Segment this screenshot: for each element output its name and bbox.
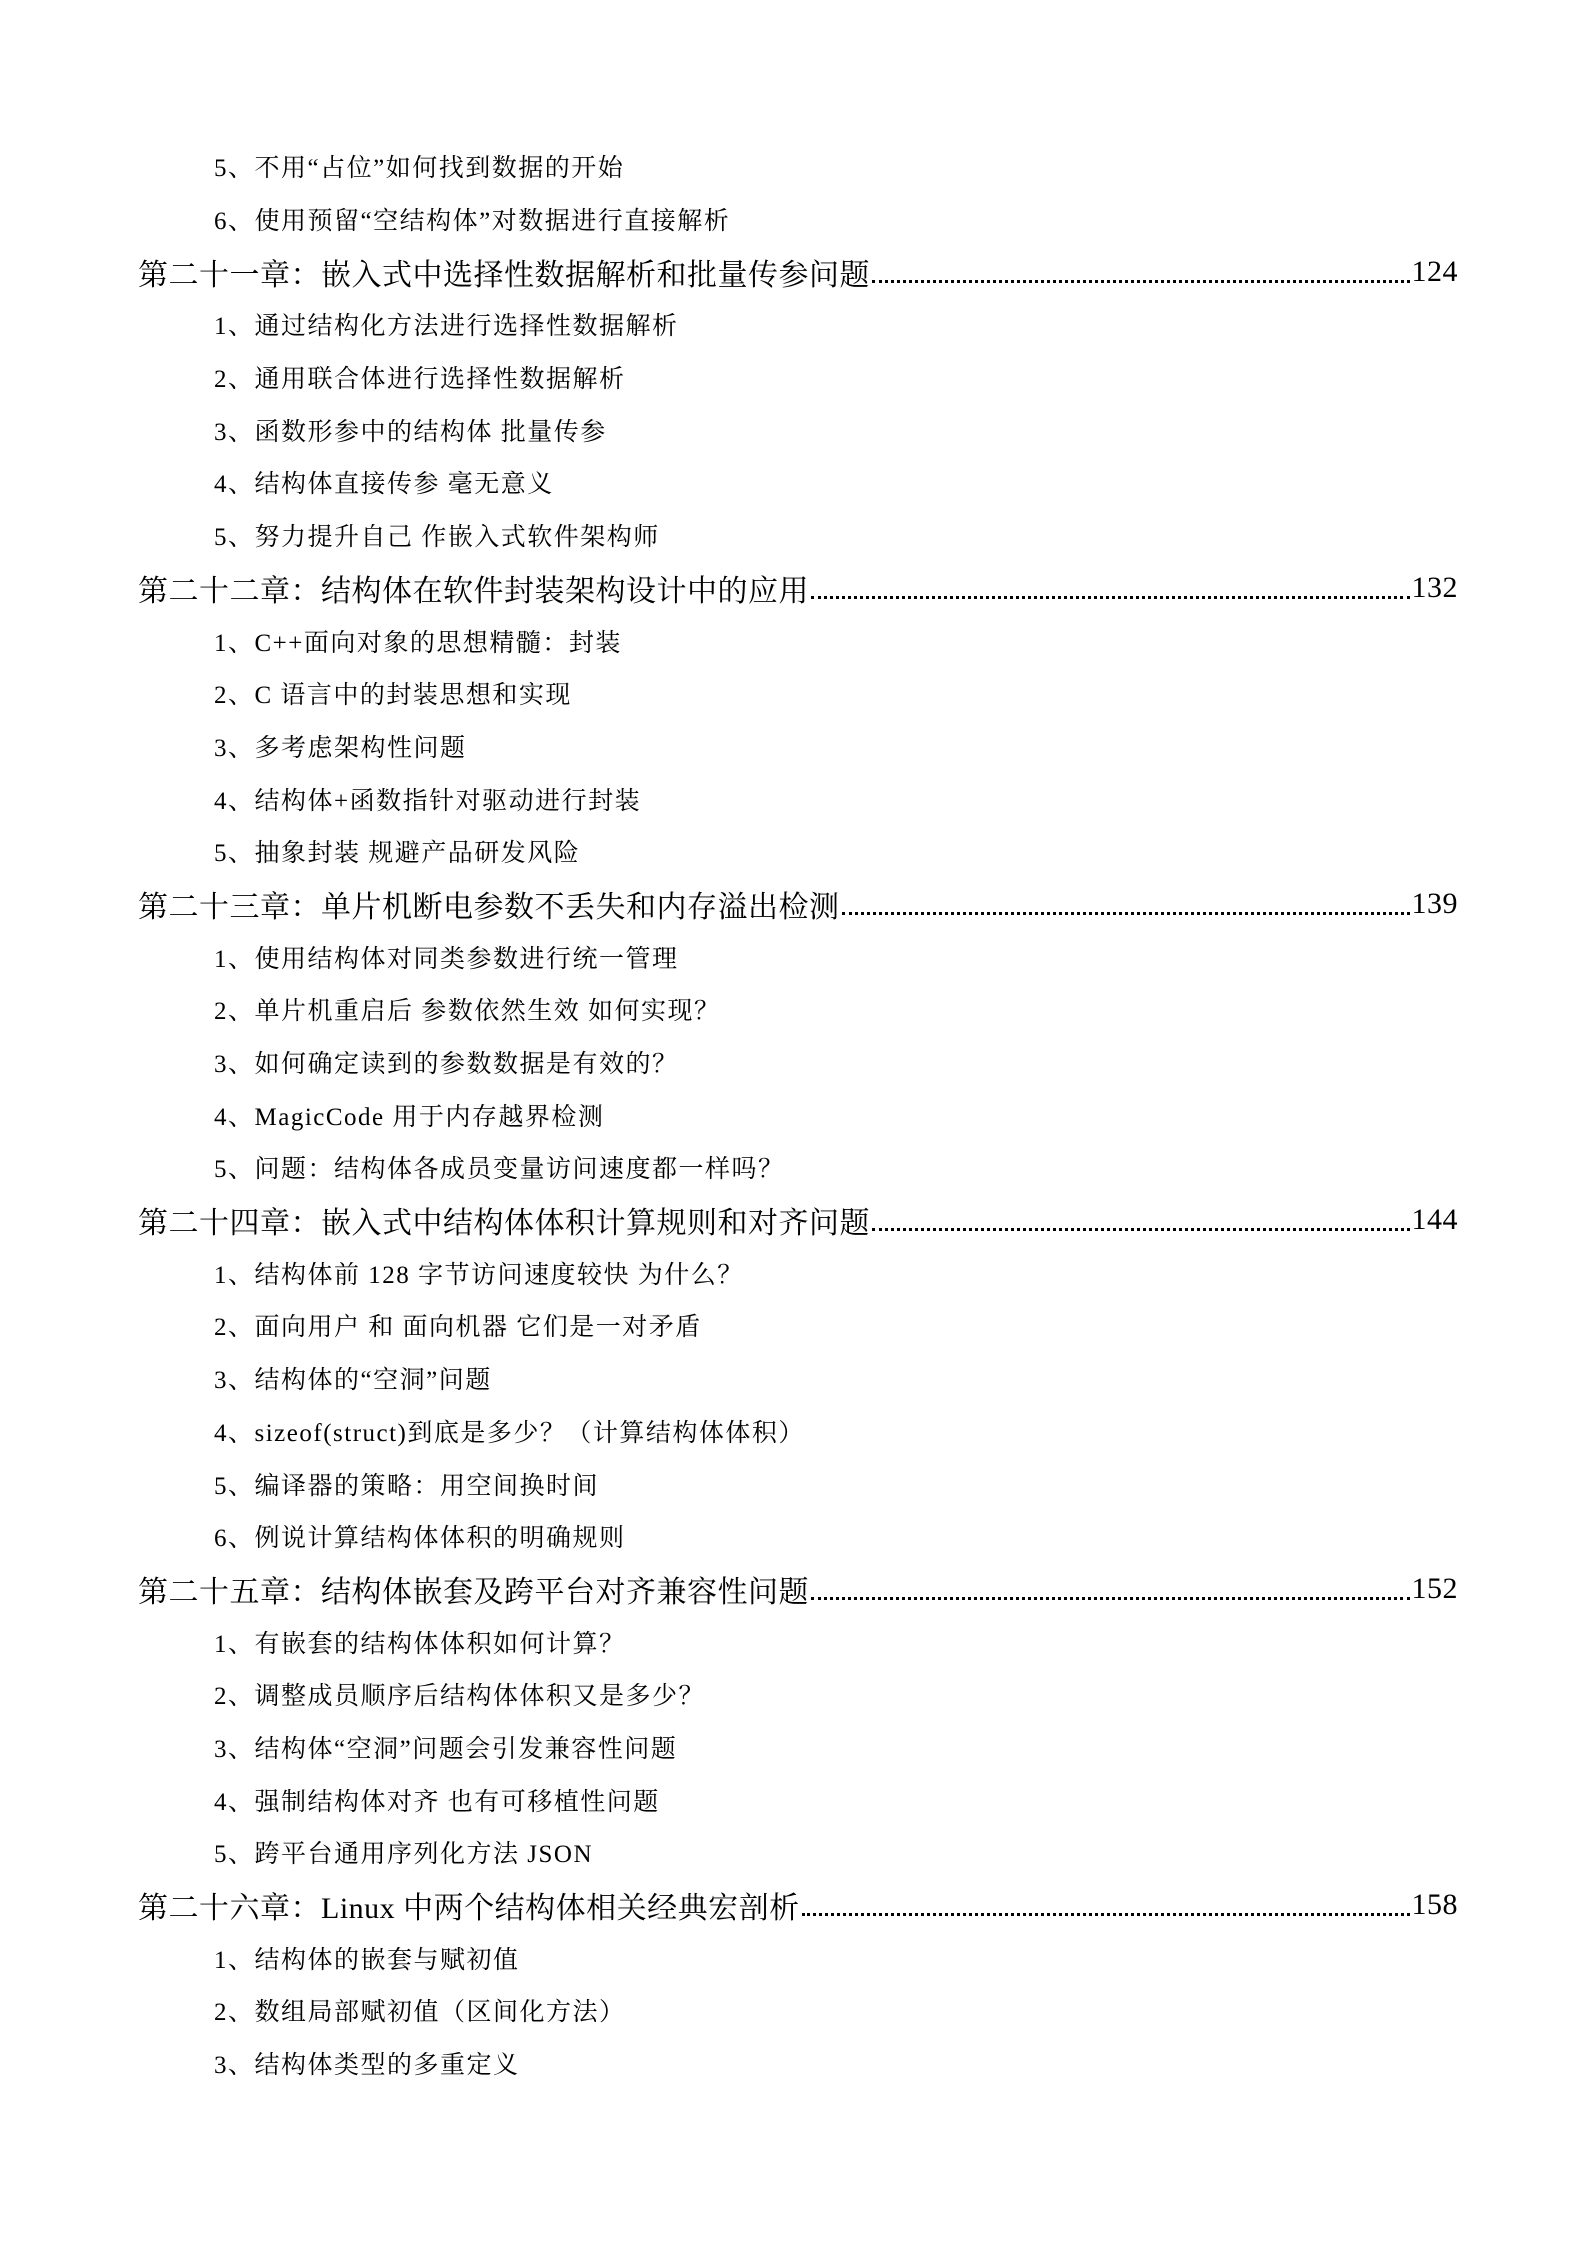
toc-section-text: 1、结构体的嵌套与赋初值 (214, 1946, 520, 1974)
toc-section-21-5[interactable] (138, 509, 1458, 562)
toc-section-text: 2、面向用户 和 面向机器 它们是一对矛盾 (214, 1314, 702, 1342)
dot-leader (811, 1574, 1410, 1604)
toc-chapter-title: 第二十五章：结构体嵌套及跨平台对齐兼容性问题 (138, 1575, 809, 1609)
toc-section-text: 1、C++面向对象的思想精髓：封装 (214, 629, 622, 657)
toc-section-text: 5、编译器的策略：用空间换时间 (214, 1472, 600, 1500)
toc-section-21-3[interactable] (138, 403, 1458, 456)
toc-section-22-1[interactable] (138, 614, 1458, 667)
toc-section-text: 4、sizeof(struct)到底是多少？（计算结构体体积） (214, 1419, 805, 1447)
toc-chapter-26[interactable] (138, 1879, 1458, 1932)
toc-section-22-5[interactable] (138, 825, 1458, 878)
toc-section-24-6[interactable] (138, 1510, 1458, 1563)
toc-section-text: 2、单片机重启后 参数依然生效 如何实现？ (214, 998, 721, 1026)
toc-section-24-4[interactable] (138, 1405, 1458, 1458)
toc-page-number: 144 (1411, 1203, 1458, 1237)
toc-section-21-2[interactable] (138, 351, 1458, 404)
toc-section-text: 4、结构体直接传参 毫无意义 (214, 471, 554, 499)
toc-section-22-4[interactable] (138, 772, 1458, 825)
toc-section-23-2[interactable] (138, 983, 1458, 1036)
toc-section-text: 3、多考虑架构性问题 (214, 734, 467, 762)
toc-section-text: 3、函数形参中的结构体 批量传参 (214, 418, 607, 446)
toc-section-text: 3、结构体类型的多重定义 (214, 2052, 520, 2080)
toc-section-23-5[interactable] (138, 1141, 1458, 1194)
toc-section-text: 3、结构体的“空洞”问题 (214, 1367, 492, 1395)
dot-leader (872, 1205, 1410, 1235)
toc-section-24-3[interactable] (138, 1352, 1458, 1405)
toc-section-23-4[interactable] (138, 1088, 1458, 1141)
toc-section-text: 3、如何确定读到的参数数据是有效的？ (214, 1051, 679, 1079)
toc-chapter-title: 第二十四章：嵌入式中结构体体积计算规则和对齐问题 (138, 1207, 870, 1241)
toc-page-number: 139 (1411, 886, 1458, 920)
toc-chapter-22[interactable] (138, 562, 1458, 615)
dot-leader (811, 573, 1410, 603)
toc-section-25-2[interactable] (138, 1668, 1458, 1721)
toc-section-24-1[interactable] (138, 1246, 1458, 1299)
toc-section-text: 4、MagicCode 用于内存越界检测 (214, 1103, 605, 1131)
toc-section-text: 2、数组局部赋初值（区间化方法） (214, 1999, 626, 2027)
toc-chapter-title: 第二十二章：结构体在软件封装架构设计中的应用 (138, 574, 809, 608)
toc-section-text: 4、强制结构体对齐 也有可移植性问题 (214, 1788, 660, 1816)
toc-section-26-3[interactable] (138, 2037, 1458, 2090)
dot-leader (842, 889, 1410, 919)
toc-section-25-4[interactable] (138, 1773, 1458, 1826)
table-of-contents (138, 140, 1458, 2089)
toc-section-text: 5、努力提升自己 作嵌入式软件架构师 (214, 524, 660, 552)
toc-section-text: 3、结构体“空洞”问题会引发兼容性问题 (214, 1735, 678, 1763)
dot-leader (872, 257, 1410, 287)
toc-chapter-25[interactable] (138, 1563, 1458, 1616)
toc-section-text: 2、调整成员顺序后结构体体积又是多少？ (214, 1683, 706, 1711)
toc-chapter-title: 第二十六章：Linux 中两个结构体相关经典宏剖析 (138, 1892, 800, 1926)
toc-section-text: 5、问题：结构体各成员变量访问速度都一样吗？ (214, 1156, 785, 1184)
toc-page-number: 124 (1411, 254, 1458, 288)
toc-section-text: 1、有嵌套的结构体体积如何计算？ (214, 1630, 626, 1658)
toc-section-24-2[interactable] (138, 1299, 1458, 1352)
toc-chapter-23[interactable] (138, 878, 1458, 931)
toc-chapter-21[interactable] (138, 245, 1458, 298)
toc-section-21-4[interactable] (138, 456, 1458, 509)
toc-section-text: 5、抽象封装 规避产品研发风险 (214, 840, 581, 868)
toc-chapter-title: 第二十三章：单片机断电参数不丢失和内存溢出检测 (138, 890, 840, 924)
toc-section-text: 2、通用联合体进行选择性数据解析 (214, 366, 626, 394)
toc-section-22-3[interactable] (138, 720, 1458, 773)
toc-section-22-2[interactable] (138, 667, 1458, 720)
toc-page-number: 158 (1411, 1888, 1458, 1922)
toc-section-20-5[interactable] (138, 140, 1458, 193)
toc-section-23-3[interactable] (138, 1036, 1458, 1089)
toc-section-25-3[interactable] (138, 1721, 1458, 1774)
toc-page-number: 152 (1411, 1571, 1458, 1605)
toc-section-text: 4、结构体+函数指针对驱动进行封装 (214, 787, 642, 815)
toc-section-text: 6、使用预留“空结构体”对数据进行直接解析 (214, 208, 731, 236)
toc-section-24-5[interactable] (138, 1457, 1458, 1510)
toc-page-number: 132 (1411, 570, 1458, 604)
toc-section-20-6[interactable] (138, 193, 1458, 246)
toc-section-25-5[interactable] (138, 1826, 1458, 1879)
toc-section-21-1[interactable] (138, 298, 1458, 351)
toc-section-text: 1、通过结构化方法进行选择性数据解析 (214, 313, 679, 341)
toc-section-text: 1、使用结构体对同类参数进行统一管理 (214, 945, 679, 973)
toc-chapter-24[interactable] (138, 1194, 1458, 1247)
toc-section-text: 6、例说计算结构体体积的明确规则 (214, 1525, 626, 1553)
toc-section-text: 2、C 语言中的封装思想和实现 (214, 682, 572, 710)
dot-leader (802, 1890, 1410, 1920)
toc-section-26-2[interactable] (138, 1984, 1458, 2037)
toc-section-text: 1、结构体前 128 字节访问速度较快 为什么？ (214, 1261, 744, 1289)
toc-section-23-1[interactable] (138, 930, 1458, 983)
toc-section-text: 5、不用“占位”如何找到数据的开始 (214, 155, 625, 183)
toc-section-text: 5、跨平台通用序列化方法 JSON (214, 1841, 593, 1869)
toc-section-25-1[interactable] (138, 1615, 1458, 1668)
toc-section-26-1[interactable] (138, 1931, 1458, 1984)
toc-chapter-title: 第二十一章：嵌入式中选择性数据解析和批量传参问题 (138, 258, 870, 292)
